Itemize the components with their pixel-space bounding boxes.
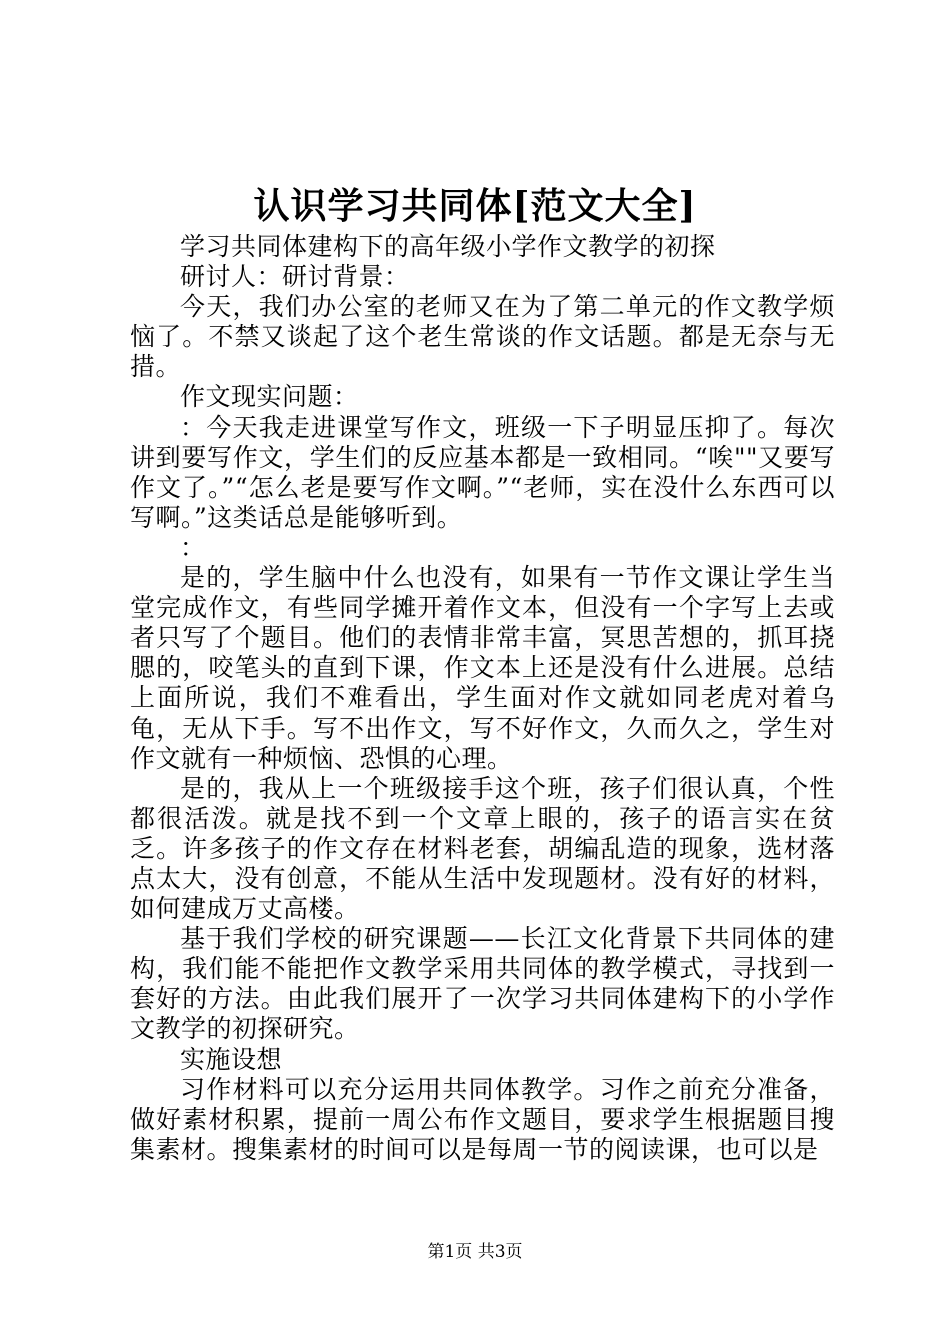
paragraph-subtitle: 学习共同体建构下的高年级小学作文教学的初探 (180, 232, 716, 261)
paragraph-implementation: 习作材料可以充分运用共同体教学。习作之前充分准备，做好素材积累，提前一周公布作文题目，要求学生根据题目搜集素材。搜集素材的时间可以是每周一节的阅读课，也可以是 (130, 1074, 835, 1164)
paragraph-analysis-2: 是的，我从上一个班级接手这个班，孩子们很认真，个性都很活泼。就是找不到一个文章上眼的，孩子的语言实在贫乏。许多孩子的作文存在材料老套，胡编乱造的现象，选材落点太大，没有创意，不能从生活中发现题材。没有好的材料，如何建成万丈高楼。 (130, 773, 835, 924)
page-footer: 第1页 共3页 (427, 1242, 523, 1262)
paragraph-implementation-heading: 实施设想 (180, 1044, 283, 1074)
paragraph-problem-1: ：今天我走进课堂写作文，班级一下子明显压抑了。每次讲到要写作文，学生们的反应基本都是一致相同。“唉""又要写作文了。”“怎么老是要写作文啊。”“老师，实在没什么东西可以写啊。”这类话总是能够听到。 (130, 412, 835, 532)
paragraph-researcher: 研讨人：研讨背景： (180, 262, 410, 292)
paragraph-research-basis: 基于我们学校的研究课题——长江文化背景下共同体的建构，我们能不能把作文教学采用共同体的教学模式，寻找到一套好的方法。由此我们展开了一次学习共同体建构下的小学作文教学的初探研究。 (130, 924, 835, 1044)
paragraph-problem-heading: 作文现实问题： (180, 382, 359, 412)
paragraph-problem-2: ： (180, 532, 206, 562)
document-body (130, 232, 835, 1165)
paragraph-analysis-1: 是的，学生脑中什么也没有，如果有一节作文课让学生当堂完成作文，有些同学摊开着作文本，但没有一个字写上去或者只写了个题目。他们的表情非常丰富，冥思苦想的，抓耳挠腮的，咬笔头的直到下课，作文本上还是没有什么进展。总结上面所说，我们不难看出，学生面对作文就如同老虎对着乌龟，无从下手。写不出作文，写不好作文，久而久之，学生对作文就有一种烦恼、恐惧的心理。 (130, 563, 835, 773)
document-title: 认识学习共同体[范文大全] (253, 185, 697, 227)
paragraph-background: 今天，我们办公室的老师又在为了第二单元的作文教学烦恼了。不禁又谈起了这个老生常谈的作文话题。都是无奈与无措。 (130, 292, 835, 382)
